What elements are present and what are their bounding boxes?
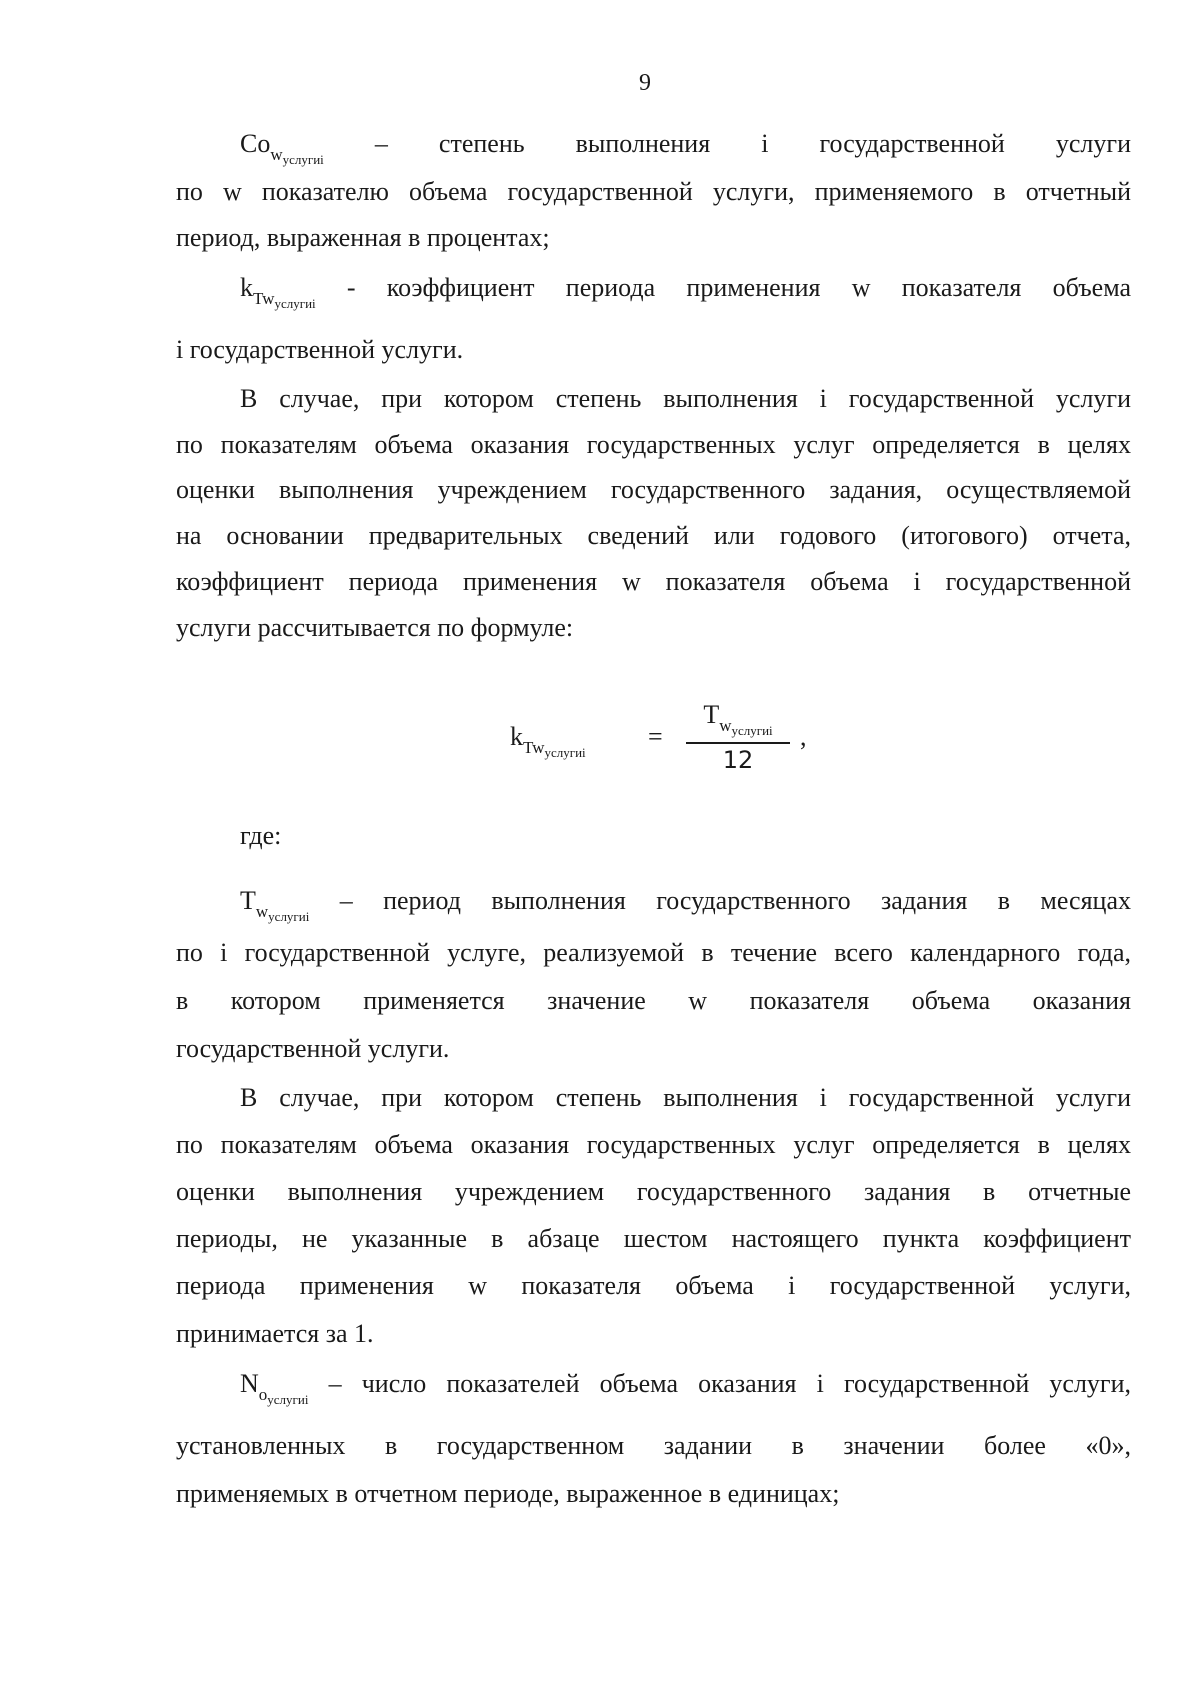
p2-symbol: $k_{Twуслугиi}$ xyxy=(240,273,316,311)
p5-line3: оценки выполнения учреждением государственного задания в отчетные xyxy=(176,1177,1131,1206)
p6-line2: установленных в государственном задании в значении более «0», xyxy=(176,1431,1131,1460)
p6-line1 xyxy=(240,1368,1131,1407)
formula-comma: , xyxy=(800,722,807,751)
p2-definition-start: - коэффициент периода применения w показателя объема xyxy=(346,273,1132,302)
p3-line5: коэффициент периода применения w показателя объема i государственной xyxy=(176,567,1131,596)
p3-line4: на основании предварительных сведений или годового (итогового) отчета, xyxy=(176,521,1131,550)
formula-fraction xyxy=(682,700,794,774)
p3-line1: В случае, при котором степень выполнения i государственной услуги xyxy=(240,384,1131,413)
p1-line1 xyxy=(240,128,1131,167)
p4-symbol: $T_{wуслугиi}$ xyxy=(240,886,310,924)
p1-symbol: $Co_{wуслугиi}$ xyxy=(240,129,324,167)
formula-lhs: $k_{Twуслугиi}$ xyxy=(510,722,586,760)
p6-line3: применяемых в отчетном периоде, выраженное в единицах; xyxy=(176,1479,840,1508)
formula-denominator: 12 xyxy=(722,746,754,774)
p5-line2: по показателям объема оказания государственных услуг определяется в целях xyxy=(176,1130,1131,1159)
p6-definition-start: – число показателей объема оказания i государственной услуги, xyxy=(328,1369,1131,1398)
p4-line1 xyxy=(240,885,1131,924)
where-label: где: xyxy=(240,821,282,850)
p4-line4: государственной услуги. xyxy=(176,1034,450,1063)
p5-line4: периоды, не указанные в абзаце шестом настоящего пункта коэффициент xyxy=(176,1224,1131,1253)
formula-numerator: $T_{wуслугиi}$ xyxy=(703,700,773,738)
p4-definition-start: – период выполнения государственного задания в месяцах xyxy=(339,886,1131,915)
p2-line1 xyxy=(240,272,1132,311)
formula-fraction-bar xyxy=(686,742,790,744)
p5-line6: принимается за 1. xyxy=(176,1319,374,1348)
page-number: 9 xyxy=(639,70,651,96)
p2-line2: i государственной услуги. xyxy=(176,335,464,364)
p4-line2: по i государственной услуге, реализуемой в течение всего календарного года, xyxy=(176,938,1131,967)
p3-line2: по показателям объема оказания государственных услуг определяется в целях xyxy=(176,430,1131,459)
p6-symbol: $N_{oуслугиi}$ xyxy=(240,1369,309,1407)
p3-line3: оценки выполнения учреждением государственного задания, осуществляемой xyxy=(176,475,1131,504)
p5-line5: периода применения w показателя объема i государственной услуги, xyxy=(176,1271,1131,1300)
p1-line2: по w показателю объема государственной услуги, применяемого в отчетный xyxy=(176,177,1131,206)
p5-line1: В случае, при котором степень выполнения i государственной услуги xyxy=(240,1083,1131,1112)
formula-equals: = xyxy=(648,722,663,751)
p1-definition-start: – степень выполнения i государственной услуги xyxy=(374,129,1131,158)
p4-line3: в котором применяется значение w показателя объема оказания xyxy=(176,986,1131,1015)
p3-line6: услуги рассчитывается по формуле: xyxy=(176,613,574,642)
p1-line3: период, выраженная в процентах; xyxy=(176,223,550,252)
